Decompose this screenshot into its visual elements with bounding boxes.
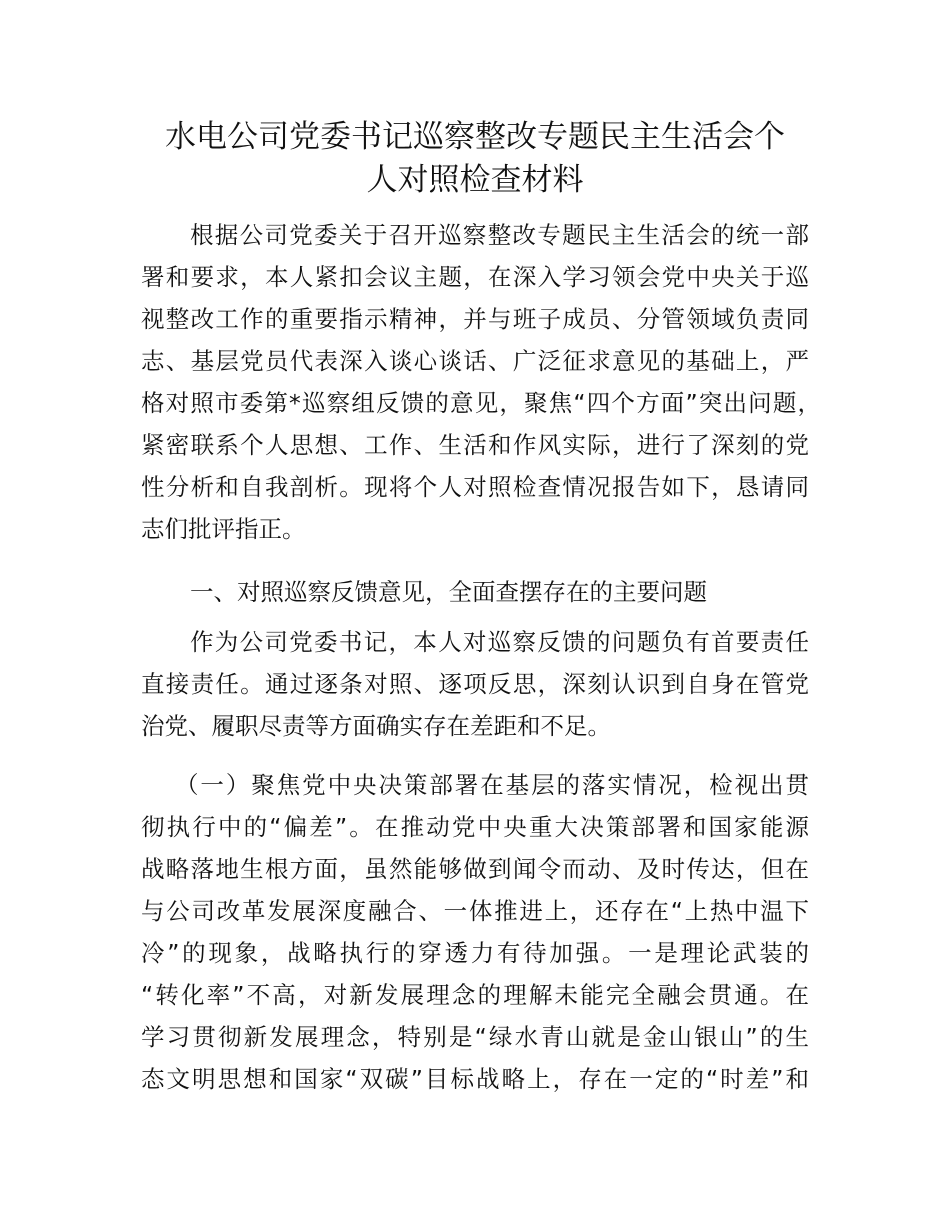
text-line: 志、基层党员代表深入谈心谈话、广泛征求意见的基础上，严 xyxy=(141,347,809,375)
text-line: 紧密联系个人思想、工作、生活和作风实际，进行了深刻的党 xyxy=(141,431,809,459)
text-line: 彻执行中的“偏差”。在推动党中央重大决策部署和国家能源 xyxy=(141,813,809,841)
text-line: 冷”的现象，战略执行的穿透力有待加强。一是理论武装的 xyxy=(141,939,809,967)
document-title-line-2: 人对照检查材料 xyxy=(366,162,584,198)
section-heading: 一、对照巡察反馈意见，全面查摆存在的主要问题 xyxy=(190,578,707,606)
text-line: 学习贯彻新发展理念，特别是“绿水青山就是金山银山”的生 xyxy=(141,1023,809,1051)
text-line: 格对照市委第*巡察组反馈的意见，聚焦“四个方面”突出问题， xyxy=(141,389,821,417)
document-title-line-1: 水电公司党委书记巡察整改专题民主生活会个 xyxy=(165,119,785,155)
text-line: 直接责任。通过逐条对照、逐项反思，深刻认识到自身在管党 xyxy=(141,670,809,698)
text-line: 根据公司党委关于召开巡察整改专题民主生活会的统一部 xyxy=(190,221,809,249)
text-line: 署和要求，本人紧扣会议主题，在深入学习领会党中央关于巡 xyxy=(141,263,809,291)
text-line: 视整改工作的重要指示精神，并与班子成员、分管领域负责同 xyxy=(141,305,809,333)
text-line: 治党、履职尽责等方面确实存在差距和不足。 xyxy=(141,712,611,740)
text-line: 性分析和自我剖析。现将个人对照检查情况报告如下，恳请同 xyxy=(141,473,809,501)
text-line: 作为公司党委书记，本人对巡察反馈的问题负有首要责任 xyxy=(190,628,809,656)
text-line: 与公司改革发展深度融合、一体推进上，还存在“上热中温下 xyxy=(141,897,809,925)
text-line: 志们批评指正。 xyxy=(141,515,306,543)
text-line: “转化率”不高，对新发展理念的理解未能完全融会贯通。在 xyxy=(141,981,809,1009)
text-line: （一）聚焦党中央决策部署在基层的落实情况，检视出贯 xyxy=(175,771,809,799)
text-line: 战略落地生根方面，虽然能够做到闻令而动、及时传达，但在 xyxy=(141,855,809,883)
text-line: 态文明思想和国家“双碳”目标战略上，存在一定的“时差”和 xyxy=(141,1065,809,1093)
